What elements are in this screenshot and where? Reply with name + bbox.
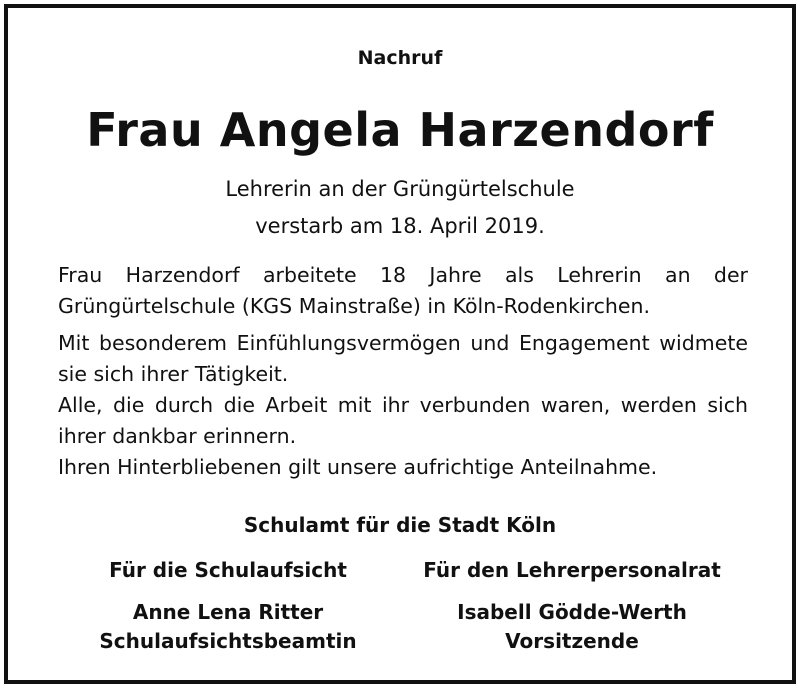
body-paragraph-3: Alle, die durch die Arbeit mit ihr verbunden waren, werden sich ihrer dankbar erinnern. xyxy=(58,393,748,448)
signatory-name: Anne Lena Ritter xyxy=(132,600,324,624)
obituary-frame xyxy=(4,4,796,684)
signatory-position: Schulaufsichtsbeamtin xyxy=(99,629,357,653)
body-paragraph-4: Ihren Hinterbliebenen gilt unsere aufrichtige Anteilnahme. xyxy=(58,455,658,479)
organization-name: Schulamt für die Stadt Köln xyxy=(243,513,557,537)
signatory-name: Isabell Gödde-Werth xyxy=(457,600,687,624)
signatory-block-2 xyxy=(402,556,742,656)
signatory-block-1 xyxy=(58,556,398,656)
deceased-role: Lehrerin an der Grüngürtelschule xyxy=(225,177,575,201)
obituary-content xyxy=(8,8,792,680)
deceased-name: Frau Angela Harzendorf xyxy=(86,103,714,157)
body-paragraph-1: Frau Harzendorf arbeitete 18 Jahre als Lehrerin an der Grüngürtelschule (KGS Mainstraße) in Köln-Rodenkirchen. xyxy=(58,263,748,318)
body-paragraph-2: Mit besonderem Einfühlungsvermögen und Engagement widmete sie sich ihrer Tätigkeit. xyxy=(58,331,748,386)
signatory-title: Für den Lehrerpersonalrat xyxy=(423,558,721,582)
signatory-position: Vorsitzende xyxy=(505,629,639,653)
death-date: verstarb am 18. April 2019. xyxy=(255,214,545,238)
notice-heading: Nachruf xyxy=(357,47,443,69)
signatory-title: Für die Schulaufsicht xyxy=(109,558,347,582)
